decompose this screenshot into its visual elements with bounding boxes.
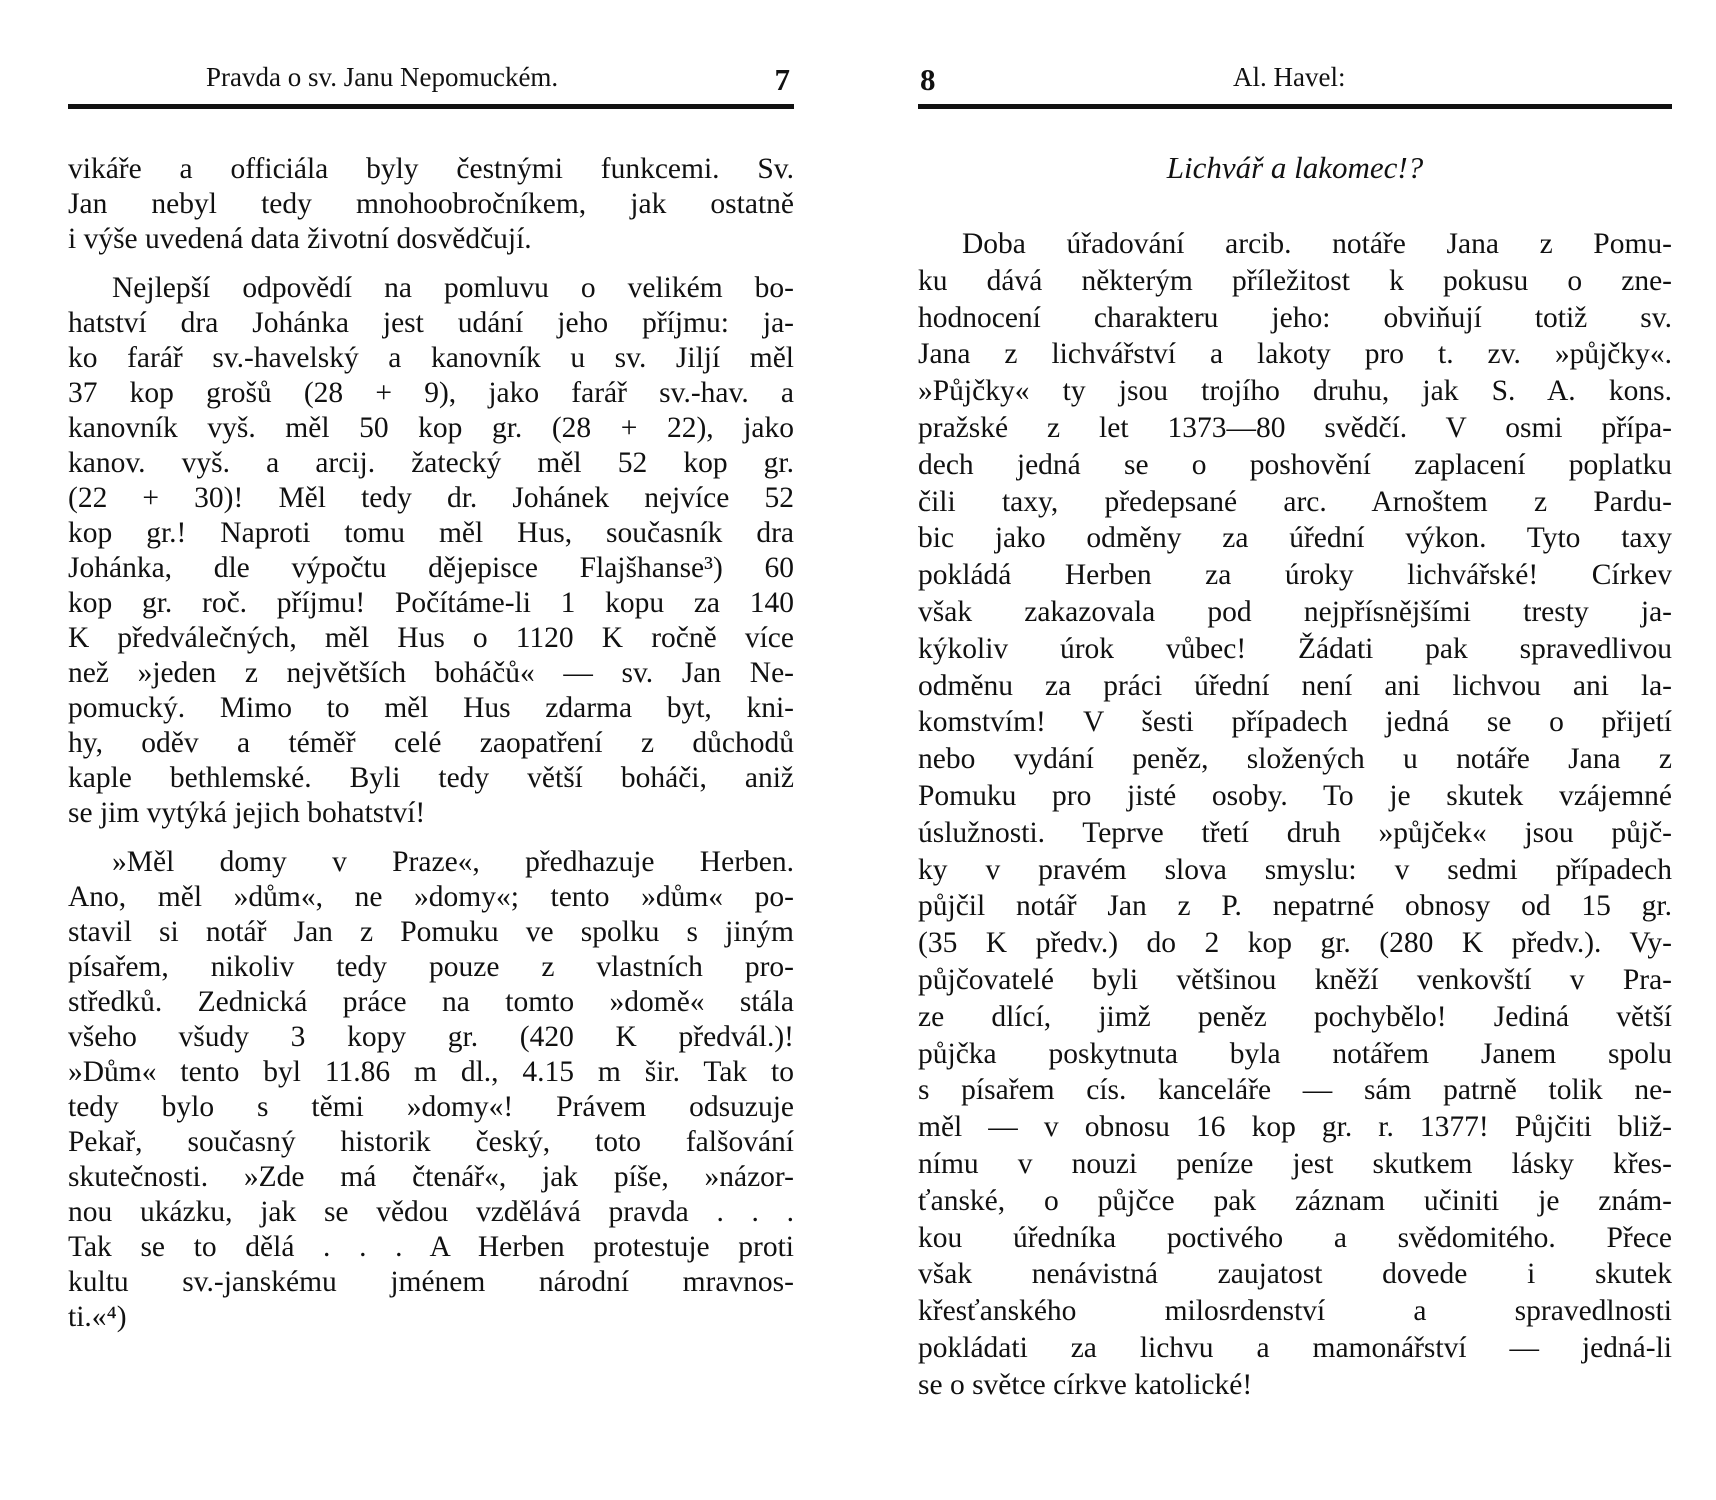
text-line: nímu v nouzi peníze jest skutkem lásky křes- — [918, 1147, 1672, 1180]
section-heading: Lichvář a lakomec!? — [1166, 150, 1424, 185]
text-line: čili taxy, předepsané arc. Arnoštem z Pardu- — [918, 485, 1672, 518]
text-line: ťanské, o půjčce pak záznam učiniti je znám- — [918, 1184, 1672, 1217]
text-line: měl — v obnosu 16 kop gr. r. 1377! Půjčiti bliž- — [918, 1111, 1672, 1144]
text-line: se o světce církve katolické! — [918, 1368, 1253, 1401]
text-line: kýkoliv úrok vůbec! Žádati pak spravedlivou — [918, 632, 1672, 665]
text-line: ze dlící, jimž peněz pochybělo! Jediná větší — [918, 1000, 1672, 1033]
text-line: středků. Zednická práce na tomto »domě« stála — [68, 986, 794, 1018]
text-line: s písařem cís. kanceláře — sám patrně tolik ne- — [918, 1074, 1672, 1107]
running-header — [68, 62, 794, 98]
text-line: pokládati za lichvu a mamonářství — jedná-li — [918, 1331, 1672, 1364]
text-line: půjčovatelé byli většinou kněží venkovští v Pra- — [918, 963, 1672, 996]
text-line: Pomuku pro jisté osoby. To je skutek vzájemné — [918, 779, 1672, 812]
text-line: »Půjčky« ty jsou trojího druhu, jak S. A. kons. — [918, 375, 1672, 408]
text-line: odměnu za práci úřední není ani lichvou ani la- — [918, 669, 1672, 702]
text-line: kop gr.! Naproti tomu měl Hus, současník dra — [68, 517, 794, 549]
page-number: 7 — [774, 62, 790, 97]
text-line: vikáře a officiála byly čestnými funkcemi. Sv. — [68, 153, 794, 185]
text-line: písařem, nikoliv tedy pouze z vlastních pro- — [68, 951, 794, 983]
text-line: hodnocení charakteru jeho: obviňují totiž sv. — [918, 301, 1672, 334]
text-line: Jana z lichvářství a lakoty pro t. zv. »půjčky«. — [918, 338, 1672, 371]
text-line: půjčka poskytnuta byla notářem Janem spolu — [918, 1037, 1672, 1070]
text-line: kanovník vyš. měl 50 kop gr. (28 + 22), jako — [68, 412, 794, 444]
text-line: stavil si notář Jan z Pomuku ve spolku s jiným — [68, 916, 794, 948]
text-line: skutečnosti. »Zde má čtenář«, jak píše, »názor- — [68, 1161, 794, 1193]
text-line: ti.«⁴) — [68, 1301, 127, 1333]
text-line: i výše uvedená data životní dosvědčují. — [68, 223, 532, 255]
text-line: se jim vytýká jejich bohatství! — [68, 797, 426, 829]
text-line: všeho všudy 3 kopy gr. (420 K předvál.)! — [68, 1021, 794, 1053]
text-line: dech jedná se o poshovění zaplacení poplatku — [918, 448, 1672, 481]
text-line: pomucký. Mimo to měl Hus zdarma byt, kni- — [68, 692, 794, 724]
text-line: (35 K předv.) do 2 kop gr. (280 K předv.). Vy- — [918, 927, 1672, 960]
page-body — [918, 226, 1672, 1418]
text-line: než »jeden z největších boháčů« — sv. Jan Ne- — [68, 657, 794, 689]
text-line: bic jako odměny za úřední výkon. Tyto taxy — [918, 522, 1672, 555]
header-rule — [918, 104, 1672, 109]
text-line: Tak se to dělá . . . A Herben protestuje proti — [68, 1231, 794, 1263]
text-line: však zakazovala pod nejpřísnějšími tresty ja- — [918, 595, 1672, 628]
text-line: hy, oděv a téměř celé zaopatření z důchodů — [68, 727, 794, 759]
text-line: K předválečných, měl Hus o 1120 K ročně více — [68, 622, 794, 654]
text-line: ky v pravém slova smyslu: v sedmi případech — [918, 853, 1672, 886]
text-line: Doba úřadování arcib. notáře Jana z Pomu- — [962, 228, 1672, 260]
text-line: 37 kop grošů (28 + 9), jako farář sv.-hav. a — [68, 377, 794, 409]
text-line: půjčil notář Jan z P. nepatrné obnosy od 15 gr. — [918, 890, 1672, 923]
text-line: komstvím! V šesti případech jedná se o přijetí — [918, 706, 1672, 739]
text-line: nebo vydání peněz, složených u notáře Jana z — [918, 743, 1672, 776]
text-line: Pekař, současný historik český, toto falšování — [68, 1126, 794, 1158]
page-body — [68, 152, 794, 1349]
paragraph — [68, 845, 794, 1335]
running-title: Al. Havel: — [1233, 62, 1346, 92]
text-line: Nejlepší odpovědí na pomluvu o velikém bo- — [112, 272, 794, 304]
header-rule — [68, 104, 794, 109]
text-line: křesťanského milosrdenství a spravedlnosti — [918, 1295, 1672, 1328]
text-line: nou ukázku, jak se vědou vzdělává pravda . . . — [68, 1196, 794, 1228]
text-line: tedy bylo s těmi »domy«! Právem odsuzuje — [68, 1091, 794, 1123]
text-line: (22 + 30)! Měl tedy dr. Johánek nejvíce 52 — [68, 482, 794, 514]
text-line: pokládá Herben za úroky lichvářské! Církev — [918, 559, 1672, 592]
text-line: úslužnosti. Teprve třetí druh »půjček« jsou půjč- — [918, 816, 1672, 849]
paragraph — [918, 226, 1672, 1404]
paragraph — [68, 271, 794, 831]
text-line: hatství dra Johánka jest udání jeho příjmu: ja- — [68, 307, 794, 339]
running-header — [918, 62, 1672, 98]
text-line: Jan nebyl tedy mnohoobročníkem, jak ostatně — [68, 188, 794, 220]
paragraph — [68, 152, 794, 257]
text-line: ko farář sv.-havelský a kanovník u sv. Jiljí měl — [68, 342, 794, 374]
text-line: kop gr. roč. příjmu! Počítáme-li 1 kopu za 140 — [68, 587, 794, 619]
running-title: Pravda o sv. Janu Nepomuckém. — [206, 62, 559, 92]
text-line: však nenávistná zaujatost dovede i skutek — [918, 1258, 1672, 1291]
text-line: »Měl domy v Praze«, předhazuje Herben. — [112, 846, 794, 878]
text-line: kou úředníka poctivého a svědomitého. Přece — [918, 1221, 1672, 1254]
text-line: Ano, měl »dům«, ne »domy«; tento »dům« po- — [68, 881, 794, 913]
text-line: Johánka, dle výpočtu dějepisce Flajšhanse³) 60 — [68, 552, 794, 584]
text-line: kultu sv.-janskému jménem národní mravnos- — [68, 1266, 794, 1298]
text-line: kanov. vyš. a arcij. žatecký měl 52 kop gr. — [68, 447, 794, 479]
text-line: ku dává některým příležitost k pokusu o zne- — [918, 264, 1672, 297]
text-line: »Dům« tento byl 11.86 m dl., 4.15 m šir. Tak to — [68, 1056, 794, 1088]
text-line: kaple bethlemské. Byli tedy větší boháči, aniž — [68, 762, 794, 794]
text-line: pražské z let 1373—80 svědčí. V osmi přípa- — [918, 411, 1672, 444]
page-number: 8 — [920, 62, 936, 97]
